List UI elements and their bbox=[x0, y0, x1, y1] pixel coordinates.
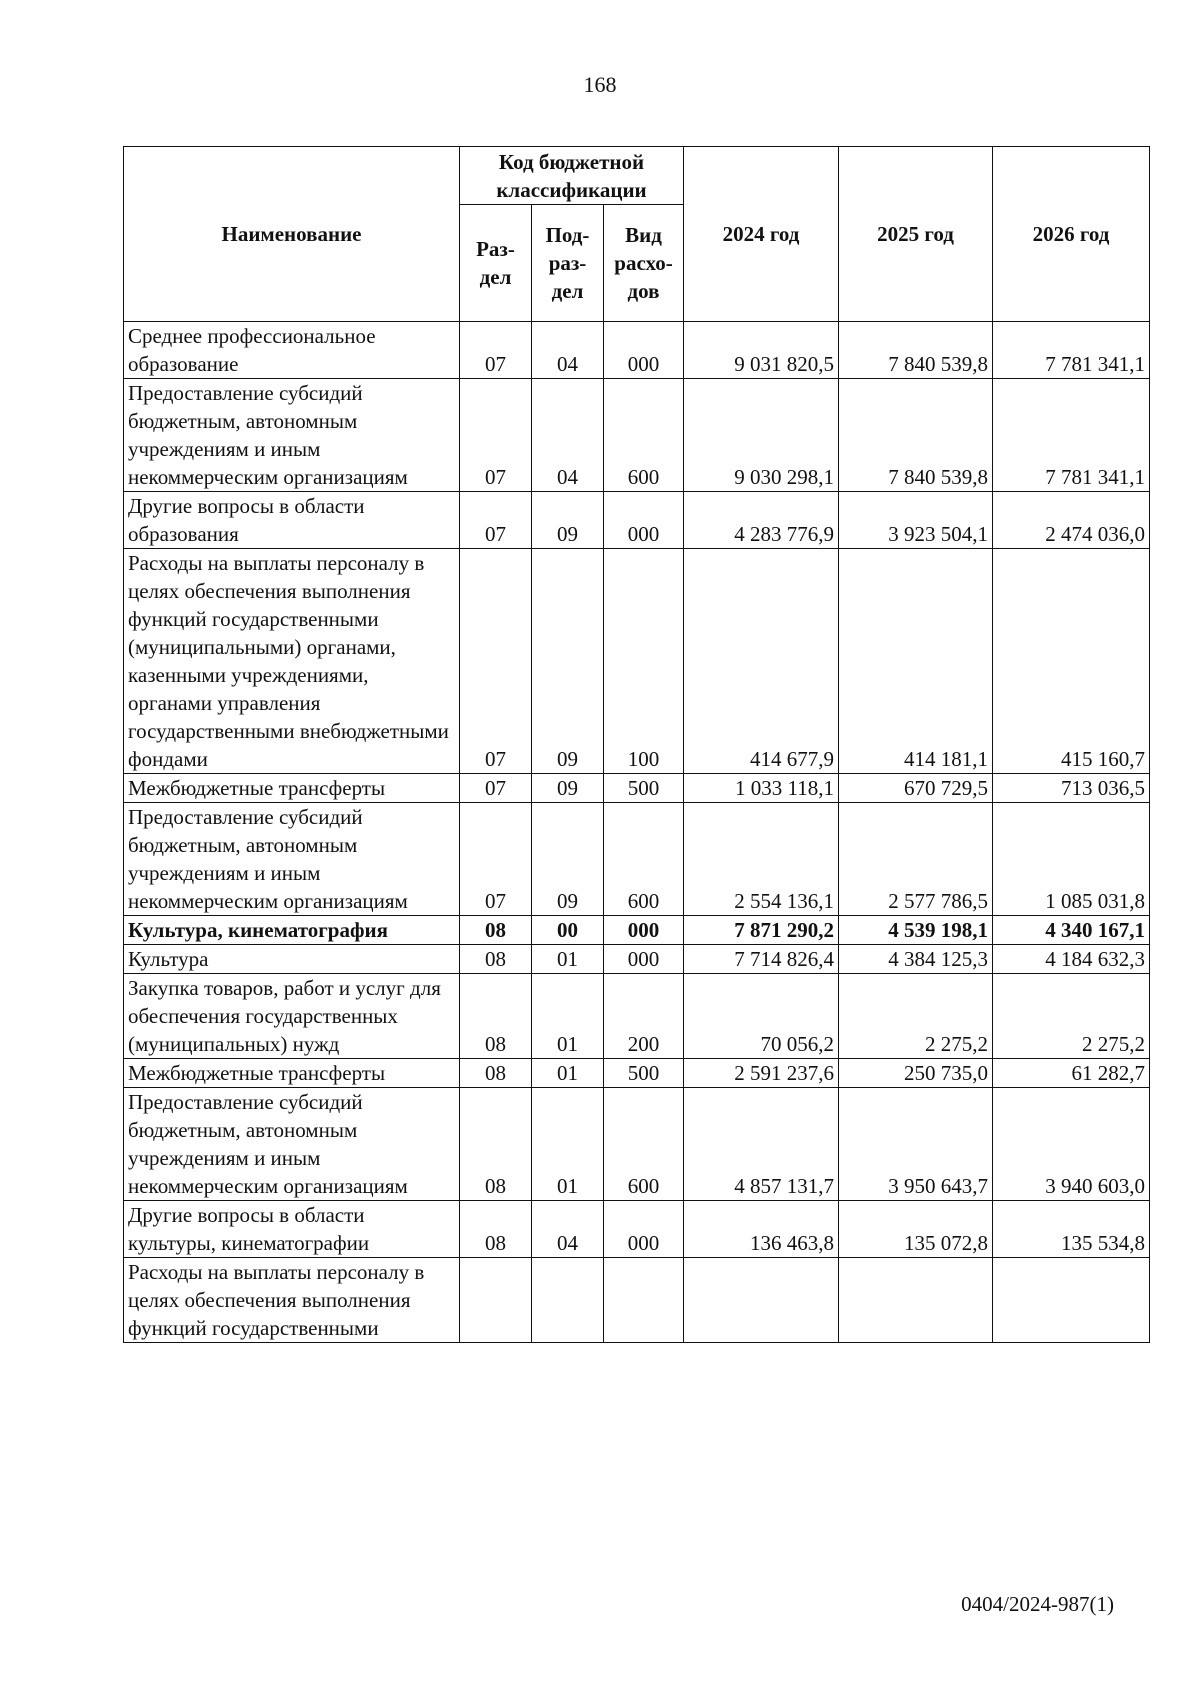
row-value-2024: 1 033 118,1 bbox=[684, 774, 839, 803]
row-subsection bbox=[532, 1258, 604, 1343]
row-value-2024: 9 031 820,5 bbox=[684, 322, 839, 379]
row-value-2026: 2 474 036,0 bbox=[993, 492, 1150, 549]
row-expense-type: 500 bbox=[604, 774, 684, 803]
row-name: Предоставление субсидий бюджетным, автономным учреждениям и иным некоммерческим организациям bbox=[124, 803, 460, 916]
table-row bbox=[124, 774, 1150, 803]
row-subsection: 09 bbox=[532, 803, 604, 916]
row-expense-type: 100 bbox=[604, 549, 684, 774]
row-value-2026: 135 534,8 bbox=[993, 1201, 1150, 1258]
budget-table bbox=[123, 146, 1150, 1343]
row-expense-type: 000 bbox=[604, 322, 684, 379]
row-value-2024: 70 056,2 bbox=[684, 974, 839, 1059]
row-subsection: 01 bbox=[532, 1059, 604, 1088]
row-name: Другие вопросы в области культуры, кинематографии bbox=[124, 1201, 460, 1258]
row-section: 07 bbox=[460, 322, 532, 379]
row-value-2024: 4 857 131,7 bbox=[684, 1088, 839, 1201]
row-subsection: 01 bbox=[532, 974, 604, 1059]
page-number: 168 bbox=[583, 72, 617, 97]
row-value-2026: 4 340 167,1 bbox=[993, 916, 1150, 945]
row-section bbox=[460, 1258, 532, 1343]
row-value-2024: 2 554 136,1 bbox=[684, 803, 839, 916]
row-section: 07 bbox=[460, 379, 532, 492]
row-section: 08 bbox=[460, 945, 532, 974]
row-expense-type: 600 bbox=[604, 379, 684, 492]
row-value-2025: 7 840 539,8 bbox=[839, 379, 993, 492]
row-value-2025: 135 072,8 bbox=[839, 1201, 993, 1258]
row-subsection: 04 bbox=[532, 379, 604, 492]
header-2026: 2026 год bbox=[993, 147, 1150, 322]
table-row bbox=[124, 492, 1150, 549]
row-expense-type: 600 bbox=[604, 803, 684, 916]
row-name: Другие вопросы в области образования bbox=[124, 492, 460, 549]
row-value-2026: 2 275,2 bbox=[993, 974, 1150, 1059]
row-subsection: 04 bbox=[532, 322, 604, 379]
row-expense-type: 000 bbox=[604, 492, 684, 549]
table-row bbox=[124, 974, 1150, 1059]
row-value-2026: 4 184 632,3 bbox=[993, 945, 1150, 974]
header-name: Наименование bbox=[124, 147, 460, 322]
header-2024: 2024 год bbox=[684, 147, 839, 322]
row-expense-type: 200 bbox=[604, 974, 684, 1059]
row-section: 07 bbox=[460, 803, 532, 916]
row-value-2025: 7 840 539,8 bbox=[839, 322, 993, 379]
row-name: Расходы на выплаты персоналу в целях обеспечения выполнения функций государственными (муниципальными) органами, казенными учреждениями, органами управления государственными внебюджетными фондами bbox=[124, 549, 460, 774]
table-body bbox=[124, 322, 1150, 1343]
row-section: 08 bbox=[460, 1059, 532, 1088]
table-row bbox=[124, 1059, 1150, 1088]
table-row bbox=[124, 1088, 1150, 1201]
row-value-2024: 2 591 237,6 bbox=[684, 1059, 839, 1088]
row-name: Культура bbox=[124, 945, 460, 974]
row-value-2024: 136 463,8 bbox=[684, 1201, 839, 1258]
row-expense-type bbox=[604, 1258, 684, 1343]
row-subsection: 09 bbox=[532, 774, 604, 803]
header-code-group: Код бюджетной классификации bbox=[460, 147, 684, 205]
row-expense-type: 000 bbox=[604, 916, 684, 945]
row-subsection: 04 bbox=[532, 1201, 604, 1258]
row-value-2025: 3 923 504,1 bbox=[839, 492, 993, 549]
row-value-2026: 7 781 341,1 bbox=[993, 379, 1150, 492]
row-name: Расходы на выплаты персоналу в целях обеспечения выполнения функций государственными bbox=[124, 1258, 460, 1343]
row-subsection: 09 bbox=[532, 549, 604, 774]
row-section: 08 bbox=[460, 916, 532, 945]
row-name: Межбюджетные трансферты bbox=[124, 1059, 460, 1088]
row-value-2024: 4 283 776,9 bbox=[684, 492, 839, 549]
row-value-2025: 2 275,2 bbox=[839, 974, 993, 1059]
row-subsection: 00 bbox=[532, 916, 604, 945]
table-row bbox=[124, 1258, 1150, 1343]
row-value-2025: 670 729,5 bbox=[839, 774, 993, 803]
table-row bbox=[124, 945, 1150, 974]
row-name: Среднее профессиональное образование bbox=[124, 322, 460, 379]
row-value-2025: 414 181,1 bbox=[839, 549, 993, 774]
row-section: 07 bbox=[460, 549, 532, 774]
row-value-2025: 4 384 125,3 bbox=[839, 945, 993, 974]
row-subsection: 01 bbox=[532, 945, 604, 974]
row-value-2024: 414 677,9 bbox=[684, 549, 839, 774]
row-section: 07 bbox=[460, 492, 532, 549]
row-name: Предоставление субсидий бюджетным, автономным учреждениям и иным некоммерческим организациям bbox=[124, 379, 460, 492]
row-value-2026: 61 282,7 bbox=[993, 1059, 1150, 1088]
row-subsection: 09 bbox=[532, 492, 604, 549]
row-value-2025: 250 735,0 bbox=[839, 1059, 993, 1088]
table-row bbox=[124, 803, 1150, 916]
table-row bbox=[124, 916, 1150, 945]
row-expense-type: 600 bbox=[604, 1088, 684, 1201]
row-section: 08 bbox=[460, 974, 532, 1059]
row-value-2025 bbox=[839, 1258, 993, 1343]
row-expense-type: 000 bbox=[604, 1201, 684, 1258]
header-2025: 2025 год bbox=[839, 147, 993, 322]
row-value-2024: 7 714 826,4 bbox=[684, 945, 839, 974]
table-header-row bbox=[124, 147, 1150, 205]
row-subsection: 01 bbox=[532, 1088, 604, 1201]
table-row bbox=[124, 549, 1150, 774]
row-value-2025: 2 577 786,5 bbox=[839, 803, 993, 916]
row-value-2026: 713 036,5 bbox=[993, 774, 1150, 803]
row-value-2024: 9 030 298,1 bbox=[684, 379, 839, 492]
header-section: Раз- дел bbox=[460, 205, 532, 322]
table-row bbox=[124, 322, 1150, 379]
row-value-2024: 7 871 290,2 bbox=[684, 916, 839, 945]
row-value-2025: 3 950 643,7 bbox=[839, 1088, 993, 1201]
row-name: Предоставление субсидий бюджетным, автономным учреждениям и иным некоммерческим организациям bbox=[124, 1088, 460, 1201]
table-row bbox=[124, 1201, 1150, 1258]
row-name: Культура, кинематография bbox=[124, 916, 460, 945]
header-subsection: Под- раз- дел bbox=[532, 205, 604, 322]
row-name: Межбюджетные трансферты bbox=[124, 774, 460, 803]
row-section: 07 bbox=[460, 774, 532, 803]
row-section: 08 bbox=[460, 1201, 532, 1258]
row-value-2026: 415 160,7 bbox=[993, 549, 1150, 774]
table-row bbox=[124, 379, 1150, 492]
row-value-2025: 4 539 198,1 bbox=[839, 916, 993, 945]
row-value-2026 bbox=[993, 1258, 1150, 1343]
row-name: Закупка товаров, работ и услуг для обеспечения государственных (муниципальных) нужд bbox=[124, 974, 460, 1059]
row-section: 08 bbox=[460, 1088, 532, 1201]
row-expense-type: 000 bbox=[604, 945, 684, 974]
document-code: 0404/2024-987(1) bbox=[961, 1592, 1114, 1616]
header-expense-type: Вид расхо- дов bbox=[604, 205, 684, 322]
row-value-2026: 1 085 031,8 bbox=[993, 803, 1150, 916]
row-expense-type: 500 bbox=[604, 1059, 684, 1088]
row-value-2024 bbox=[684, 1258, 839, 1343]
row-value-2026: 3 940 603,0 bbox=[993, 1088, 1150, 1201]
row-value-2026: 7 781 341,1 bbox=[993, 322, 1150, 379]
